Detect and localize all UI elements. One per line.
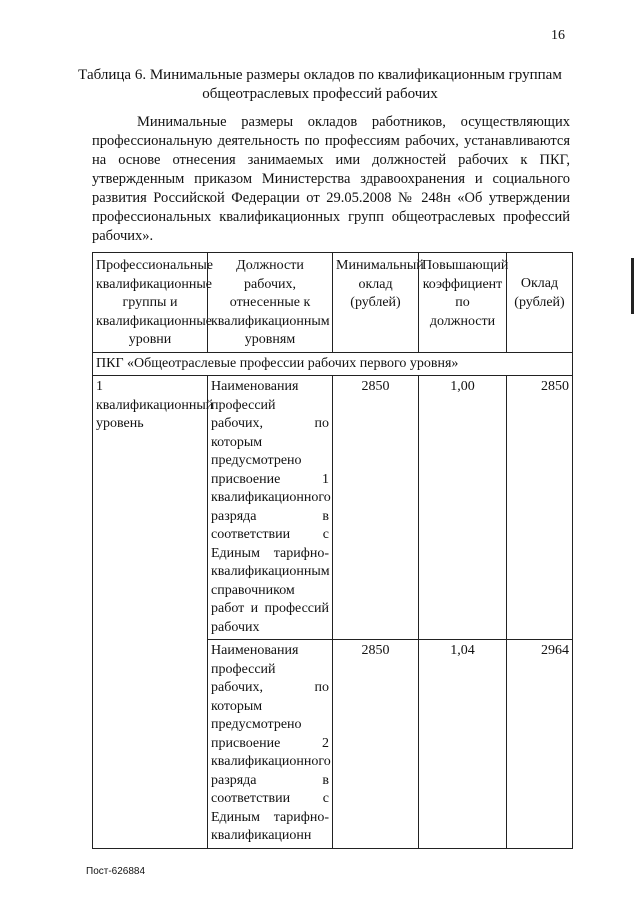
salary-cell: 2964 (507, 640, 573, 849)
position-cell: Наименования профессий рабочих, по которым предусмотрено присвоение 2 квалификационного разряда в соответствии с Единым тарифно-квалификационн (208, 640, 333, 849)
group-title: ПКГ «Общеотраслевые профессии рабочих первого уровня» (93, 352, 573, 376)
table-title: Таблица 6. Минимальные размеры окладов по квалификационным группам общеотраслевых профессий рабочих (78, 67, 562, 102)
salary-table (92, 252, 573, 849)
min-salary-cell: 2850 (333, 376, 419, 640)
table-header-row (93, 253, 573, 353)
salary-cell: 2850 (507, 376, 573, 640)
header-min-salary: Минимальный оклад (рублей) (333, 253, 419, 353)
intro-paragraph: Минимальные размеры окладов работников, осуществляющих профессиональную деятельность по профессиям рабочих, устанавливаются на основе отнесения занимаемых ими должностей рабочих к ПКГ, утвержденным приказом Министерства здравоохранения и социального развития Российской Федерации от 29.05.2008 № 248н «Об утверждении профессиональных квалификационных групп общеотраслевых профессий рабочих». (92, 114, 570, 244)
header-coefficient: Повышающий коэффициент по должности (419, 253, 507, 353)
coefficient-cell: 1,04 (419, 640, 507, 849)
table-row (93, 376, 573, 640)
min-salary-cell: 2850 (333, 640, 419, 849)
group-row (93, 352, 573, 376)
level-label: 1 квалификационный уровень (93, 376, 208, 849)
margin-mark (631, 258, 634, 314)
page-number: 16 (551, 28, 565, 43)
document-footer: Пост-626884 (86, 866, 146, 877)
header-group: Профессиональные квалификационные группы и квалификационные уровни (93, 253, 208, 353)
header-salary: Оклад (рублей) (507, 253, 573, 353)
coefficient-cell: 1,00 (419, 376, 507, 640)
position-cell: Наименования профессий рабочих, по которым предусмотрено присвоение 1 квалификационного разряда в соответствии с Единым тарифно-квалификационным справочником работ и профессий рабочих (208, 376, 333, 640)
header-position: Должности рабочих, отнесенные к квалификационным уровням (208, 253, 333, 353)
